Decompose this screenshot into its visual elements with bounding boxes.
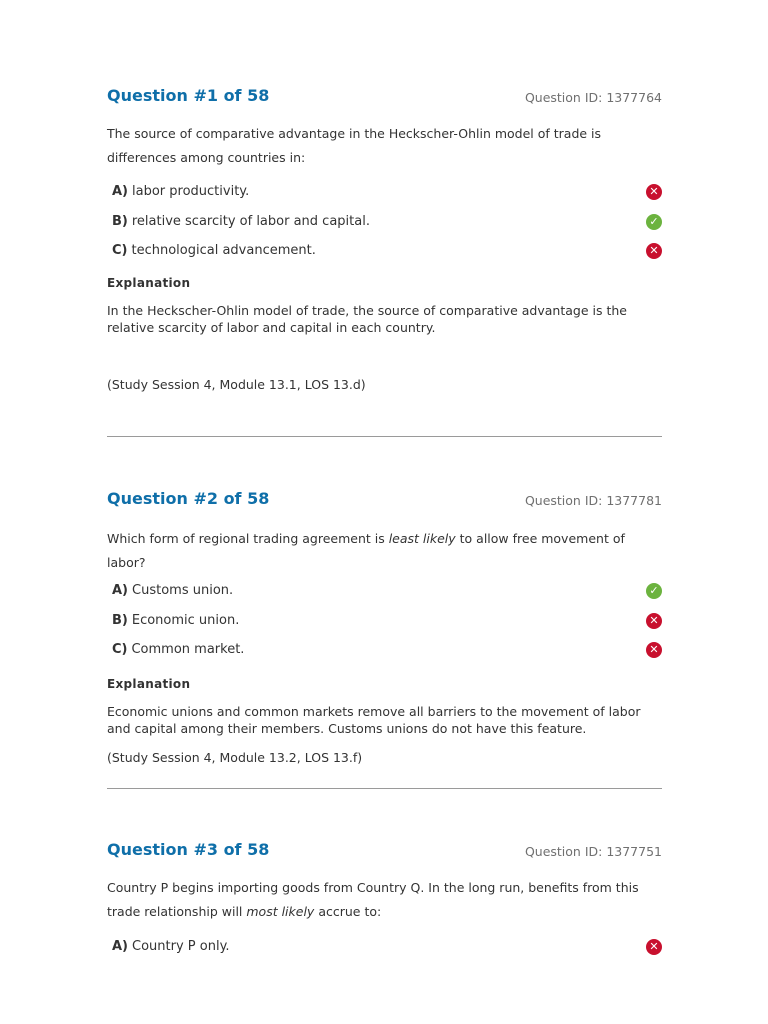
stem-emphasis: least likely xyxy=(388,531,456,546)
question-2 xyxy=(107,488,662,766)
answer-letter: A) xyxy=(112,583,129,598)
explanation-label: Explanation xyxy=(107,676,191,691)
answer-letter: A) xyxy=(112,184,129,199)
answer-text: relative scarcity of labor and capital. xyxy=(131,213,370,229)
answer-text: technological advancement. xyxy=(131,243,316,258)
question-header xyxy=(107,488,662,510)
divider xyxy=(107,788,662,789)
answer-text: Economic union. xyxy=(131,612,240,628)
explanation-label: Explanation xyxy=(107,275,191,290)
x-circle-icon: ✕ xyxy=(646,613,662,629)
answer-letter: C) xyxy=(112,642,128,657)
question-1 xyxy=(107,85,662,393)
answer-text: Country P only. xyxy=(132,939,230,954)
answer-text: Customs union. xyxy=(132,583,234,598)
x-circle-icon: ✕ xyxy=(646,243,662,259)
stem-text: to allow free movement of labor? xyxy=(107,531,625,570)
answer-list xyxy=(107,932,662,962)
question-stem: The source of comparative advantage in the Heckscher-Ohlin model of trade is differences among countries in: xyxy=(107,126,602,165)
answer-option xyxy=(107,635,662,665)
question-id: Question ID: 1377781 xyxy=(524,493,662,508)
answer-letter: B) xyxy=(112,213,128,229)
question-stem xyxy=(107,876,662,924)
answer-option xyxy=(107,932,662,962)
answer-option xyxy=(107,236,662,266)
x-circle-icon: ✕ xyxy=(646,184,662,200)
question-header xyxy=(107,839,662,861)
citation: (Study Session 4, Module 13.1, LOS 13.d) xyxy=(107,376,366,392)
answer-option xyxy=(107,177,662,207)
x-circle-icon: ✕ xyxy=(646,939,662,955)
question-id: Question ID: 1377751 xyxy=(524,844,662,859)
question-title: Question #1 of 58 xyxy=(107,86,270,105)
question-3 xyxy=(107,839,662,962)
check-circle-icon: ✓ xyxy=(646,214,662,230)
question-title: Question #2 of 58 xyxy=(107,489,270,508)
answer-list xyxy=(107,177,662,266)
answer-option xyxy=(107,576,662,606)
answer-option xyxy=(107,606,662,636)
question-title: Question #3 of 58 xyxy=(107,840,270,859)
explanation-text: Economic unions and common markets remove all barriers to the movement of labor and capital among their members. Customs unions do not have this feature. xyxy=(107,703,641,736)
check-circle-icon: ✓ xyxy=(646,583,662,599)
x-circle-icon: ✕ xyxy=(646,642,662,658)
stem-text: accrue to: xyxy=(314,904,382,919)
answer-option xyxy=(107,207,662,237)
stem-text: Which form of regional trading agreement is xyxy=(107,531,389,546)
answer-text: labor productivity. xyxy=(132,184,250,199)
answer-list xyxy=(107,576,662,665)
answer-text: Common market. xyxy=(131,642,245,657)
question-id: Question ID: 1377764 xyxy=(524,90,662,105)
explanation-text: In the Heckscher-Ohlin model of trade, the source of comparative advantage is the relative scarcity of labor and capital in each country. xyxy=(107,302,627,335)
question-stem xyxy=(107,527,662,575)
citation: (Study Session 4, Module 13.2, LOS 13.f) xyxy=(107,749,363,765)
divider xyxy=(107,436,662,437)
question-header xyxy=(107,85,662,107)
answer-letter: A) xyxy=(112,939,129,954)
stem-emphasis: most likely xyxy=(246,904,315,919)
answer-letter: B) xyxy=(112,612,128,628)
stem-text: Country P begins importing goods from Country Q. In the long run, benefits from this trade relationship will xyxy=(107,880,639,919)
answer-letter: C) xyxy=(112,243,128,258)
